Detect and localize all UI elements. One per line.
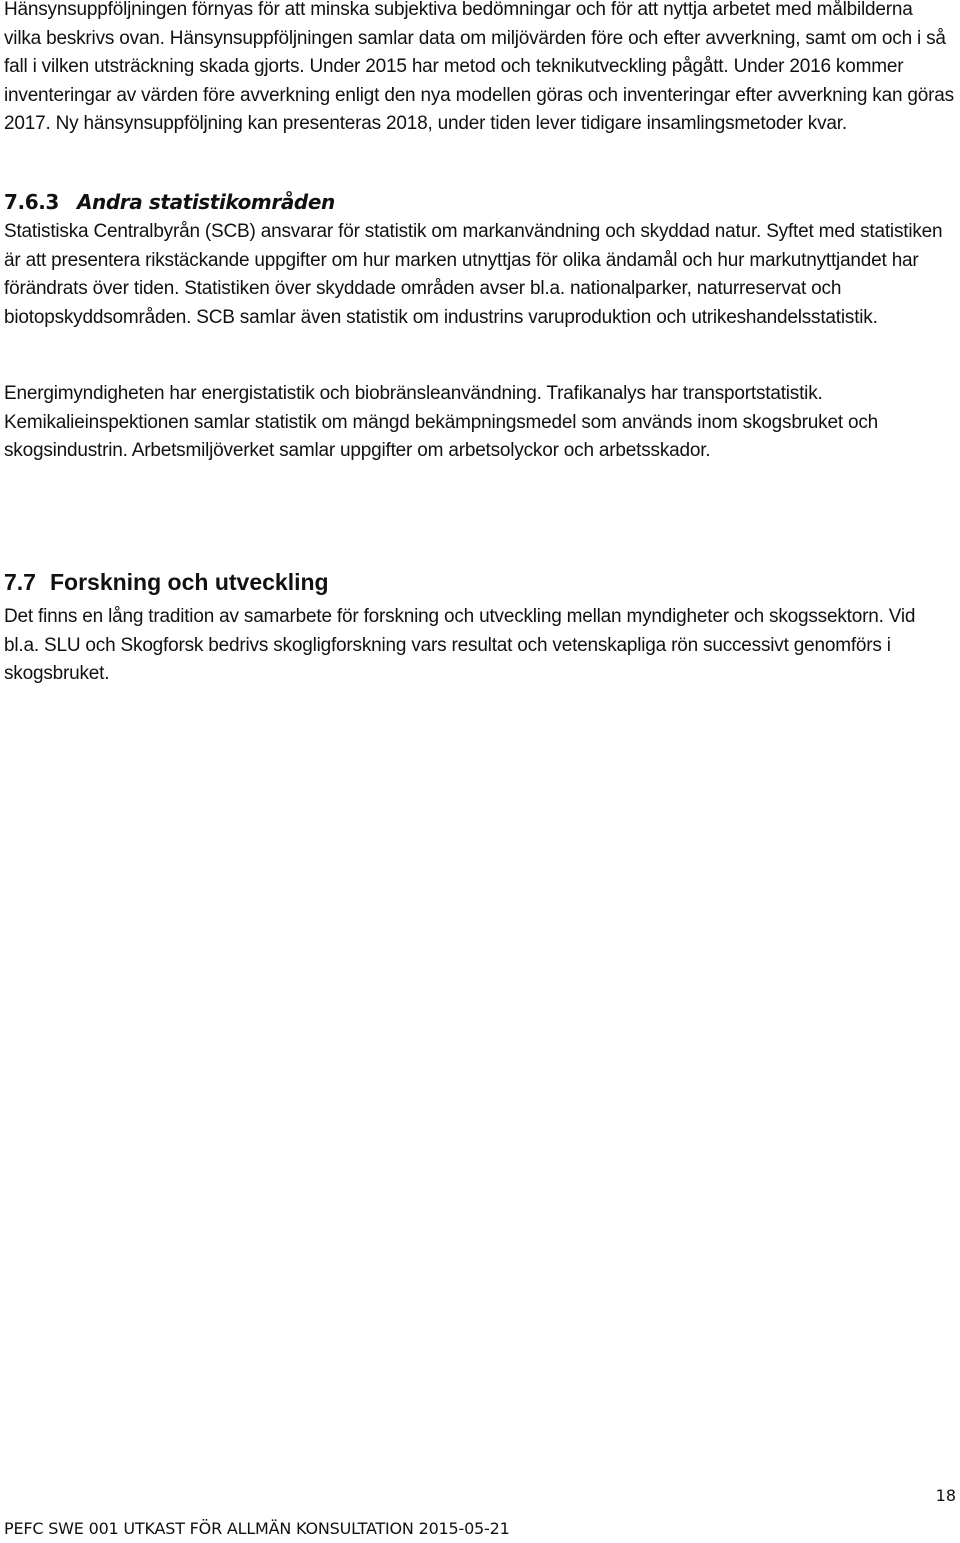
heading-7-7: [4, 566, 329, 598]
heading-7-7-number: 7.7: [4, 569, 36, 595]
heading-7-7-title: Forskning och utveckling: [49, 569, 329, 595]
heading-7-6-3-title: Andra statistikområden: [76, 190, 335, 214]
paragraph-hansynsuppfoljning: [4, 0, 954, 139]
footer-text: PEFC SWE 001 UTKAST FÖR ALLMÄN KONSULTATION 2015-05-21: [4, 1519, 510, 1538]
heading-7-6-3: [4, 187, 335, 217]
paragraph-scb: Statistiska Centralbyrån (SCB) ansvarar för statistik om markanvändning och skyddad natur. Syftet med statistiken är att presentera rikstäckande uppgifter om hur marken utnyttjas för olika ändamål och hur markutnyttjandet har förändrats över tiden. Statistiken över skyddade områden avser bl.a. nationalparker, naturreservat och biotopskyddsområden. SCB samlar även statistik om industrins varuproduktion och utrikeshandelsstatistik.: [4, 221, 943, 328]
page-number: 18: [935, 1486, 956, 1505]
paragraph-myndigheter: Energimyndigheten har energistatistik och biobränsleanvändning. Trafikanalys har transportstatistik. Kemikalieinspektionen samlar statistik om mängd bekämpningsmedel som används inom skogsbruket och skogsindustrin. Arbetsmiljöverket samlar uppgifter om arbetsolyckor och arbetsskador.: [4, 383, 879, 462]
paragraph-forskning: Det finns en lång tradition av samarbete för forskning och utveckling mellan myndigheter och skogssektorn. Vid bl.a. SLU och Skogforsk bedrivs skogligforskning vars resultat och vetenskapliga rön successivt genomförs i skogsbruket.: [4, 606, 916, 685]
paragraph-hansynsuppfoljning-part2: Under 2016 kommer inventeringar av värden före avverkning enligt den nya modellen göras och inventeringar efter avverkning kan göras 2017. Ny hänsynsuppföljning kan presenteras 2018, under tiden lever tidigare insamlingsmetoder kvar.: [4, 56, 954, 135]
heading-7-6-3-number: 7.6.3: [4, 190, 59, 214]
paragraph-hansynsuppfoljning-part1: Hänsynsuppföljningen förnyas för att minska subjektiva bedömningar och för att nyttja arbetet med målbilderna vilka beskrivs ovan. Hänsynsuppföljningen samlar data om miljövärden före och efter avverkning, samt om och i så fall i vilken utsträckning skada gjorts. Under 2015 har metod och teknikutveckling pågått.: [4, 0, 946, 78]
